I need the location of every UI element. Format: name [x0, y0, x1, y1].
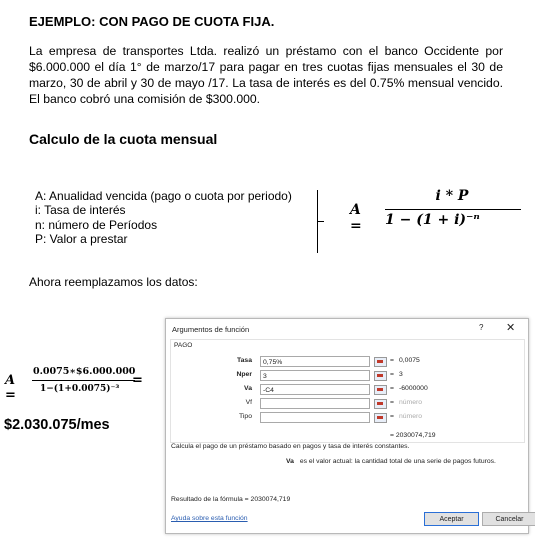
- sub-denominator: 1−(1+0.0075)⁻³: [40, 384, 120, 394]
- arg-row-va: [166, 384, 523, 396]
- brace-tick: [317, 221, 324, 222]
- dialog-title: Argumentos de función: [172, 325, 250, 334]
- definition-n: n: número de Períodos: [35, 217, 158, 232]
- equals-sign: =: [390, 413, 394, 420]
- arg-result: -6000000: [399, 385, 428, 392]
- tipo-input[interactable]: [260, 412, 370, 423]
- formula-result-label: Resultado de la fórmula =: [171, 496, 249, 503]
- nper-input[interactable]: 3: [260, 370, 370, 381]
- definition-a: A: Anualidad vencida (pago o cuota por periodo): [35, 189, 292, 203]
- sub-numerator: 0.0075∗$6.000.000: [33, 366, 136, 377]
- equals-sign: =: [390, 399, 394, 406]
- equals-sign: =: [390, 357, 394, 364]
- arg-label: Tipo: [239, 413, 252, 420]
- close-button[interactable]: ✕: [506, 322, 516, 334]
- range-select-icon[interactable]: [374, 399, 387, 409]
- arg-row-vf: [166, 398, 523, 410]
- intro-text: Ahora reemplazamos los datos:: [29, 275, 198, 289]
- vf-input[interactable]: [260, 398, 370, 409]
- formula-denominator: 1 − (1 + i)⁻ⁿ: [385, 212, 480, 228]
- page-heading: EJEMPLO: CON PAGO DE CUOTA FIJA.: [29, 14, 275, 29]
- function-help-link[interactable]: Ayuda sobre esta función: [171, 515, 248, 522]
- range-select-icon[interactable]: [374, 371, 387, 381]
- function-arguments-dialog: [165, 318, 529, 534]
- help-button[interactable]: ?: [479, 323, 484, 332]
- function-description: Calcula el pago de un préstamo basado en pagos y tasa de interés constantes.: [171, 443, 410, 450]
- section-heading: Calculo de la cuota mensual: [29, 131, 218, 147]
- arg-row-nper: [166, 370, 523, 382]
- arg-label: Tasa: [237, 357, 252, 364]
- range-select-icon[interactable]: [374, 413, 387, 423]
- arg-label: Nper: [236, 371, 252, 378]
- equals-sign: =: [390, 385, 394, 392]
- arg-row-tasa: [166, 356, 523, 368]
- formula-lhs: A =: [350, 202, 362, 234]
- tasa-input[interactable]: 0,75%: [260, 356, 370, 367]
- argument-text: es el valor actual: la cantidad total de una serie de pagos futuros.: [299, 458, 496, 465]
- arg-label: Vf: [245, 399, 252, 406]
- range-select-icon[interactable]: [374, 357, 387, 367]
- total-value: 2030074,719: [395, 432, 436, 439]
- sub-equals: =: [132, 373, 143, 388]
- sub-lhs: A =: [5, 373, 16, 403]
- arg-label: Va: [244, 385, 252, 392]
- formula-fraction-bar: [385, 209, 521, 210]
- equals-sign: =: [390, 371, 394, 378]
- accept-button[interactable]: Aceptar: [424, 512, 479, 526]
- formula-result-value: 2030074,719: [250, 496, 291, 503]
- argument-description: [286, 458, 496, 465]
- arg-row-tipo: [166, 412, 523, 424]
- range-select-icon[interactable]: [374, 385, 387, 395]
- variable-definitions: [35, 189, 292, 247]
- arg-result: número: [399, 413, 423, 420]
- function-name: PAGO: [174, 342, 193, 349]
- arg-result: 0,0075: [399, 357, 420, 364]
- definition-p: P: Valor a prestar: [35, 232, 128, 247]
- va-input[interactable]: -C4: [260, 384, 370, 395]
- equals-sign: =: [390, 432, 394, 439]
- monthly-payment-result: $2.030.075/mes: [4, 417, 110, 433]
- problem-paragraph: La empresa de transportes Ltda. realizó un préstamo con el banco Occidente por $6.000.000 el día 1° de marzo/17 para pagar en tres cuotas fijas mensuales el 30 de marzo, 30 de abril y 30 de mayo /17. La tasa de interés es del 0.75% mensual vencido. El banco cobró una comisión de $300.000.: [29, 44, 503, 106]
- function-total: [390, 432, 436, 439]
- arg-result: número: [399, 399, 423, 406]
- cancel-button[interactable]: Cancelar: [482, 512, 535, 526]
- arg-result: 3: [399, 371, 403, 378]
- definition-i: i: Tasa de interés: [35, 203, 126, 218]
- formula-result: [171, 496, 290, 503]
- sub-fraction-bar: [32, 380, 135, 381]
- formula-numerator: i * P: [435, 188, 469, 204]
- argument-name: Va: [286, 458, 294, 465]
